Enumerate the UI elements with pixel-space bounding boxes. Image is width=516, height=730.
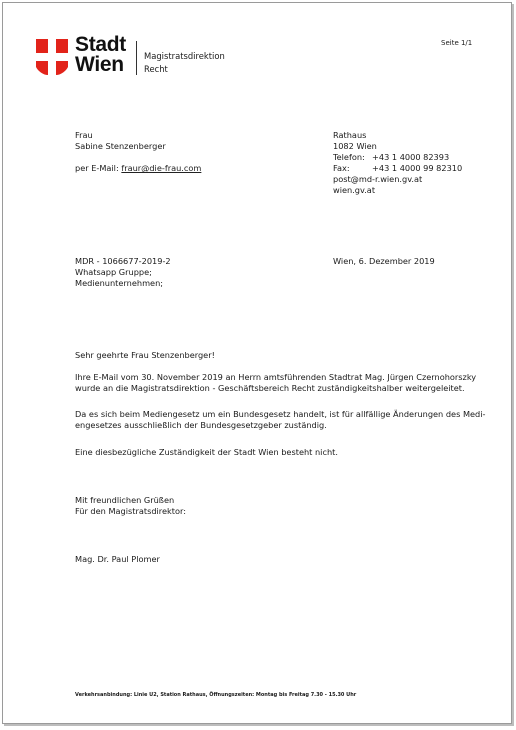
dept-line-2: Recht: [144, 64, 168, 74]
closing-line-1: Mit freundlichen Grüßen: [75, 495, 175, 505]
logo-line-wien: Wien: [75, 53, 124, 76]
reference-number: MDR - 1066677-2019-2: [75, 256, 171, 266]
paragraph-2: [75, 409, 485, 431]
recipient-salutation: Frau: [75, 130, 93, 140]
footer-note: Verkehrsanbindung: Linie U2, Station Rathaus, Öffnungszeiten: Montag bis Freitag 7.30 - 15.30 Uhr: [75, 692, 357, 698]
page-number: Seite 1/1: [441, 39, 473, 47]
recipient-email-link[interactable]: fraur@die-frau.com: [121, 163, 202, 173]
closing-line-2: Für den Magistratsdirektor:: [75, 506, 186, 516]
logo-wordmark: [75, 35, 126, 75]
paragraph-2-line-1: Da es sich beim Mediengesetz um ein Bundesgesetz handelt, ist für allfällige Änderungen des Medi-: [75, 409, 486, 419]
letter-date: Wien, 6. Dezember 2019: [333, 256, 435, 266]
reference-subject-1: Whatsapp Gruppe;: [75, 267, 152, 277]
closing: [75, 495, 186, 517]
paragraph-3: Eine diesbezügliche Zuständigkeit der Stadt Wien besteht nicht.: [75, 447, 338, 457]
paragraph-1-line-2: wurde an die Magistratsdirektion - Geschäftsbereich Recht zuständigkeitshalber weitergeleitet.: [75, 383, 465, 393]
sender-email: post@md-r.wien.gv.at: [333, 174, 423, 184]
sender-line-2: 1082 Wien: [333, 141, 377, 151]
recipient-email-row: [75, 163, 201, 174]
department-name: [144, 50, 225, 76]
phone-label: Telefon:: [333, 152, 365, 162]
reference-block: [75, 256, 171, 289]
fax-label: Fax:: [333, 163, 350, 173]
sender-line-1: Rathaus: [333, 130, 367, 140]
fax-value: +43 1 4000 99 82310: [372, 163, 463, 173]
vienna-shield-icon: [36, 39, 68, 75]
letter-page: [2, 2, 512, 724]
sender-block: [333, 130, 462, 196]
greeting: Sehr geehrte Frau Stenzenberger!: [75, 350, 215, 360]
dept-line-1: Magistratsdirektion: [144, 51, 225, 61]
phone-value: +43 1 4000 82393: [372, 152, 450, 162]
paragraph-1: [75, 372, 476, 394]
recipient-name: Sabine Stenzenberger: [75, 141, 166, 151]
sender-phone-row: [333, 152, 462, 163]
reference-subject-2: Medienunternehmen;: [75, 278, 164, 288]
paragraph-1-line-1: Ihre E-Mail vom 30. November 2019 an Herrn amtsführenden Stadtrat Mag. Jürgen Czernohorszky: [75, 372, 477, 382]
logo-divider: [136, 41, 137, 75]
sender-fax-row: [333, 163, 462, 174]
sender-web: wien.gv.at: [333, 185, 376, 195]
paragraph-2-line-2: engesetzes ausschließlich der Bundesgesetzgeber zuständig.: [75, 420, 327, 430]
logo-line-stadt: Stadt: [75, 33, 127, 56]
signatory: Mag. Dr. Paul Plomer: [75, 554, 160, 564]
email-label: per E-Mail:: [75, 163, 119, 173]
